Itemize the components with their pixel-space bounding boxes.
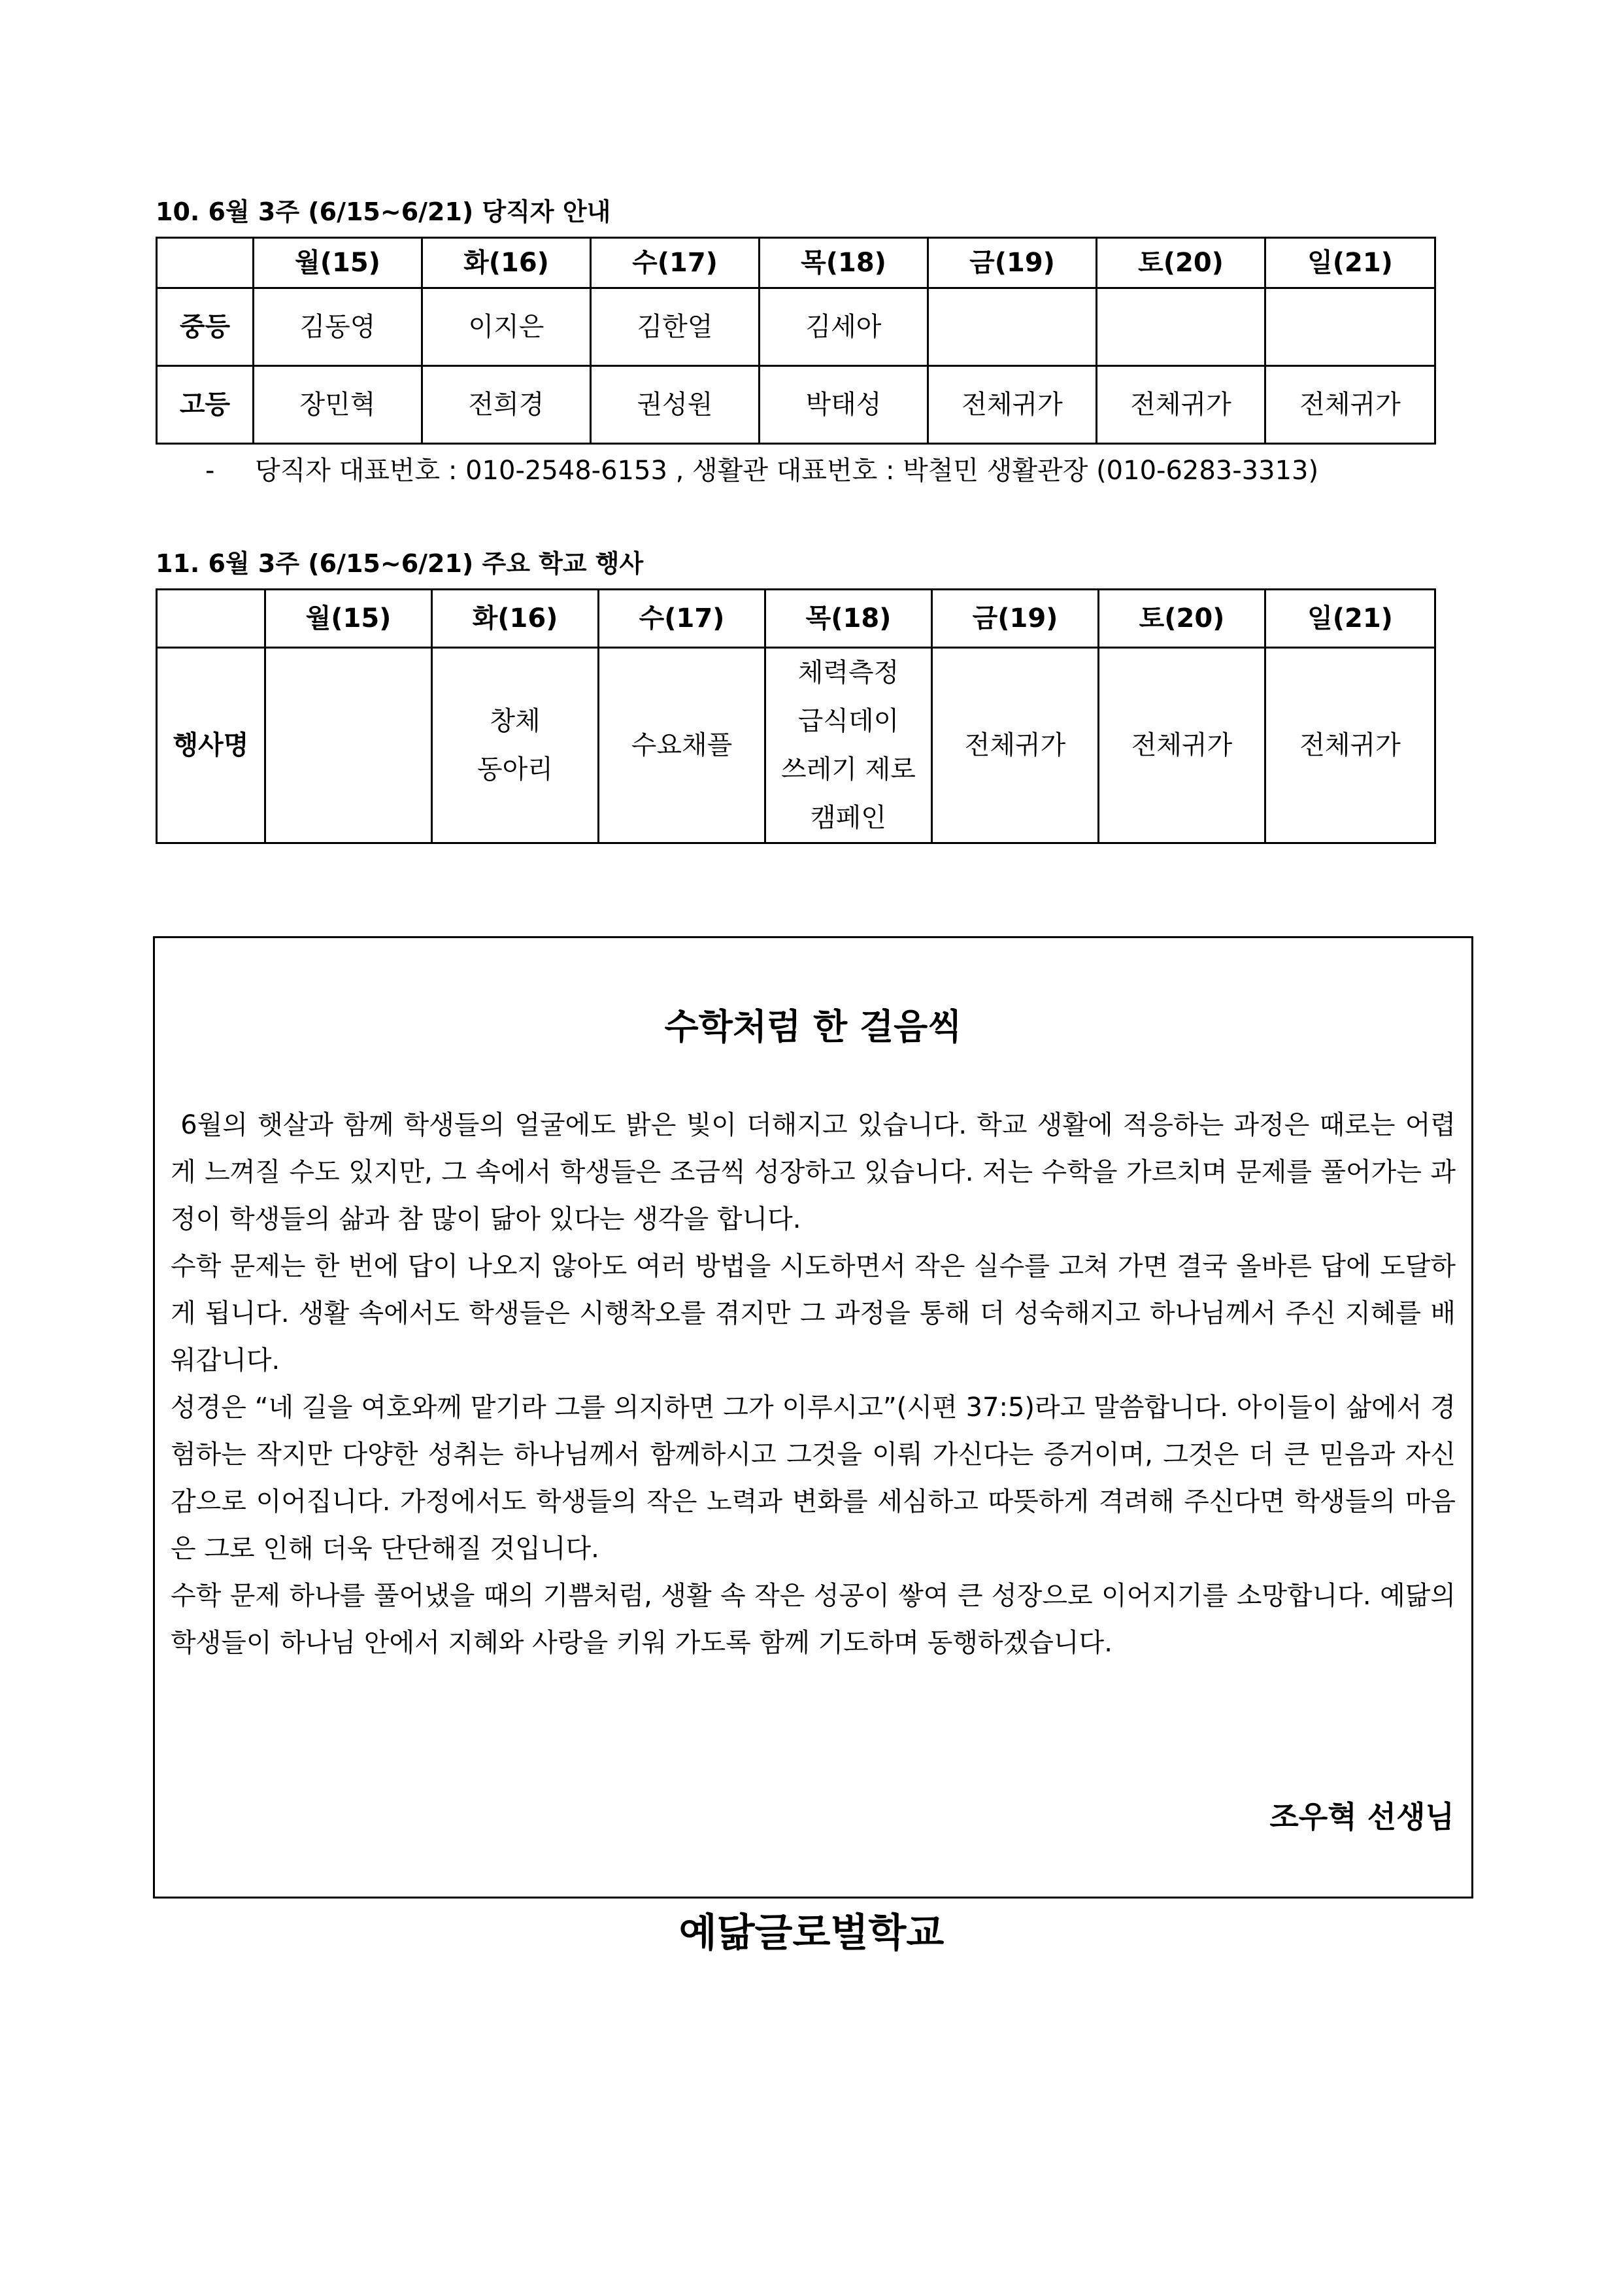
essay-title: 수학처럼 한 걸음씩 (664, 1006, 962, 1047)
events-header-corner (157, 590, 265, 648)
events-header-row (157, 590, 1435, 648)
event-line: 창체 (490, 706, 541, 736)
duty-row-label: 고등 (157, 366, 254, 444)
duty-cell: 이지은 (422, 288, 591, 366)
duty-cell: 전체귀가 (1265, 366, 1435, 444)
event-cell (265, 648, 432, 843)
duty-cell: 김한얼 (591, 288, 760, 366)
essay-box (153, 936, 1473, 1899)
events-row-label: 행사명 (157, 648, 265, 843)
duty-cell: 김세아 (760, 288, 928, 366)
event-cell (432, 648, 599, 843)
event-line: 쓰레기 제로 (781, 754, 916, 785)
duty-header-row (157, 238, 1435, 288)
duty-cell (928, 288, 1097, 366)
events-day-header: 금(19) (932, 590, 1099, 648)
duty-cell: 전희경 (422, 366, 591, 444)
event-cell (599, 648, 765, 843)
essay-paragraph: 성경은 “네 길을 여호와께 맡기라 그를 의지하면 그가 이루시고”(시편 37:5)라고 말씀합니다. 아이들이 삶에서 경험하는 작지만 다양한 성취는 하나님께서 함께하시고 그것을 이뤄 가신다는 증거이며, 그것은 더 큰 믿음과 자신감으로 이어집니다. 가정에서도 학생들의 작은 노력과 변화를 세심하고 따뜻하게 격려해 주신다면 학생들의 마음은 그로 인해 더욱 단단해질 것입니다. (171, 1393, 1456, 1564)
essay-paragraph: 수학 문제 하나를 풀어냈을 때의 기쁨처럼, 생활 속 작은 성공이 쌓여 큰 성장으로 이어지기를 소망합니다. 예닮의 학생들이 하나님 안에서 지혜와 사랑을 키워 가도록 함께 기도하며 동행하겠습니다. (171, 1581, 1456, 1658)
event-line: 전체귀가 (964, 730, 1066, 760)
event-cell (1265, 648, 1435, 843)
event-line: 전체귀가 (1299, 730, 1401, 760)
event-line: 동아리 (477, 754, 553, 785)
events-day-header: 화(16) (432, 590, 599, 648)
duty-cell (1097, 288, 1265, 366)
duty-day-header: 화(16) (422, 238, 591, 288)
duty-cell: 김동영 (254, 288, 422, 366)
essay-signature: 조우혁 선생님 (1269, 1799, 1454, 1834)
event-cell (765, 648, 932, 843)
events-day-header: 일(21) (1265, 590, 1435, 648)
duty-cell: 전체귀가 (1097, 366, 1265, 444)
duty-row-high (157, 366, 1435, 444)
duty-cell (1265, 288, 1435, 366)
duty-day-header: 일(21) (1265, 238, 1435, 288)
events-section-title: 11. 6월 3주 (6/15~6/21) 주요 학교 행사 (156, 549, 644, 578)
events-day-header: 토(20) (1099, 590, 1265, 648)
event-line: 캠페인 (811, 803, 886, 833)
duty-table (156, 237, 1436, 445)
event-line: 급식데이 (797, 706, 899, 736)
duty-day-header: 월(15) (254, 238, 422, 288)
note-text: 당직자 대표번호 : 010-2548-6153 , 생활관 대표번호 : 박철민 생활관장 (010-6283-3313) (255, 456, 1319, 486)
duty-day-header: 수(17) (591, 238, 760, 288)
duty-cell: 권성원 (591, 366, 760, 444)
duty-day-header: 금(19) (928, 238, 1097, 288)
duty-contact-note (205, 451, 1318, 490)
event-cell (932, 648, 1099, 843)
events-day-header: 월(15) (265, 590, 432, 648)
essay-paragraph: 수학 문제는 한 번에 답이 나오지 않아도 여러 방법을 시도하면서 작은 실수를 고쳐 가면 결국 올바른 답에 도달하게 됩니다. 생활 속에서도 학생들은 시행착오를 겪지만 그 과정을 통해 더 성숙해지고 하나님께서 주신 지혜를 배워갑니다. (171, 1251, 1456, 1376)
duty-day-header: 토(20) (1097, 238, 1265, 288)
duty-section-title: 10. 6월 3주 (6/15~6/21) 당직자 안내 (156, 197, 611, 226)
duty-cell: 장민혁 (254, 366, 422, 444)
event-line: 수요채플 (631, 730, 733, 760)
events-day-header: 수(17) (599, 590, 765, 648)
essay-paragraph: 6월의 햇살과 함께 학생들의 얼굴에도 밝은 빛이 더해지고 있습니다. 학교 생활에 적응하는 과정은 때로는 어렵게 느껴질 수도 있지만, 그 속에서 학생들은 조금씩 성장하고 있습니다. 저는 수학을 가르치며 문제를 풀어가는 과정이 학생들의 삶과 참 많이 닮아 있다는 생각을 합니다. (171, 1110, 1456, 1234)
duty-row-label: 중등 (157, 288, 254, 366)
duty-header-corner (157, 238, 254, 288)
essay-body (171, 1102, 1456, 1666)
duty-day-header: 목(18) (760, 238, 928, 288)
event-line: 전체귀가 (1131, 730, 1233, 760)
events-row (157, 648, 1435, 843)
event-line: 체력측정 (797, 658, 899, 688)
note-dash: - (205, 456, 215, 486)
events-table (156, 588, 1436, 844)
duty-row-middle (157, 288, 1435, 366)
school-name: 예닮글로벌학교 (678, 1910, 945, 1956)
event-cell (1099, 648, 1265, 843)
events-day-header: 목(18) (765, 590, 932, 648)
duty-cell: 전체귀가 (928, 366, 1097, 444)
duty-cell: 박태성 (760, 366, 928, 444)
